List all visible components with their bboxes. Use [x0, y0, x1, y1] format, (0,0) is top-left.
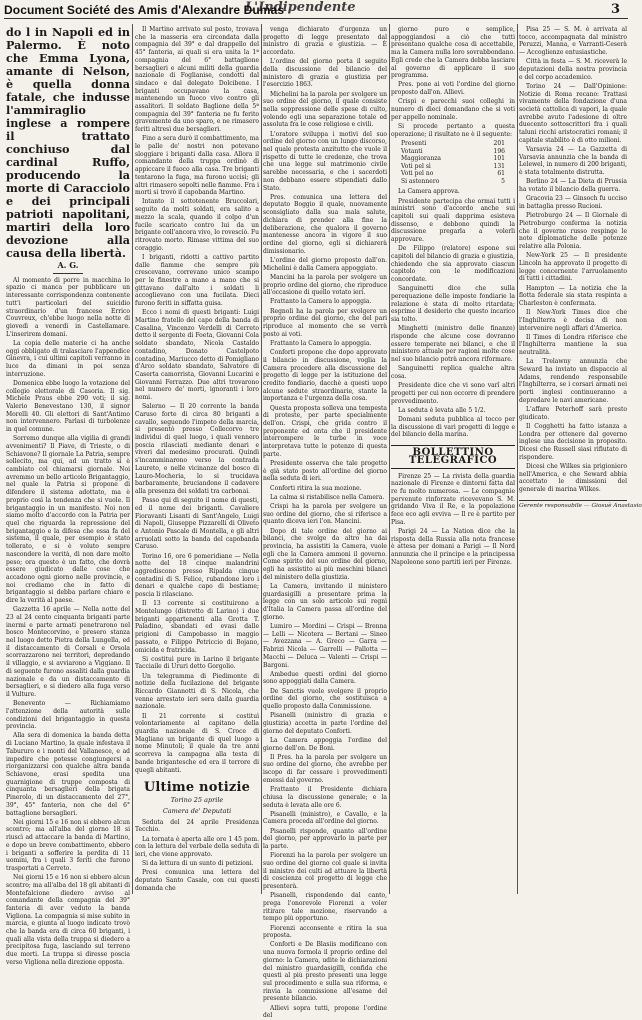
paragraph: Hampton — La notizia che la flotta federale sia stata respinta a Charleston è confermata.	[519, 284, 627, 307]
paragraph: L'ordine del giorno porta il seguito della discussione del bilancio del ministero di grazia e giustizia per l'esercizio 1863.	[263, 58, 387, 89]
section-title: Ultime notizie	[143, 780, 251, 796]
vote-row	[391, 140, 515, 148]
column-1	[6, 25, 131, 966]
paragraph: Nei giorni 15 e 16 non si ebbero alcun scontro; ma all'alba del 18 gli abitanti di Montefalcione diedero avviso al comandante della compagnia del 39° fanteria di aver veduto la banda Vigliona. La compagnia si mise subito in marcia, e giunta al luogo indicato trovò che la banda era di circa 60 briganti, i quali alla vista della truppa si diedero a precipitosa fuga, lasciando sul terreno due morti. La truppa si diresse poscia verso Vigliona nella direzione opposta.	[6, 874, 131, 966]
paragraph: Sanguinetti dice che sulla perequazione delle imposte fondiarie la relazione è stata di molto ritardata; esprime il desiderio che questo incarico sia tolto.	[391, 285, 515, 324]
vote-row	[391, 163, 515, 171]
paragraph: La copia delle materie ci ha anche oggi obbligato di tralasciare l'appendice Ginevra, i cui ultimi capitoli verranno in luce da dimani in poi senza interruzione.	[6, 339, 130, 378]
paragraph: Sanguinetti replica qualche altra cosa.	[391, 365, 515, 381]
header-rule	[4, 18, 628, 19]
paragraph: Conforti ritira la sua mozione.	[270, 484, 362, 492]
paragraph: Passo qui di seguito il nome di questi, ed il nome dei briganti. Cavaliere Fioravanti Lisanti di Sant'Angelo, Luigi di Napoli, Giuseppe Pizzarelli di Oliveto e Antonio Pascale di Montella, e gli altri arruolati sotto la banda del capobanda Caruso.	[135, 497, 259, 551]
paragraph: Mancini ha la parola per svolgere un proprio ordine del giorno, che riproduce all'occasione di quello votato ieri.	[263, 273, 387, 297]
paragraph: Il Pres. ha la parola per svolgere un suo ordine del giorno, che avrebbe per iscopo di far cessare i provvedimenti emessi dal governo.	[263, 753, 387, 784]
column-5	[519, 26, 642, 892]
vote-label: Voti pel no	[401, 170, 434, 178]
vote-results-table	[391, 140, 515, 185]
paragraph: Dicesi che Wilkes sia prigioniero nell'America, e che Seward abbia accettato le dimissioni del generale di marina Wilkes.	[519, 462, 627, 494]
paragraph: Domani seduta pubblica al tocco per la discussione di vari progetti di legge e del bilancio della marina.	[391, 416, 515, 439]
paragraph: Firenze 25 — La rivista della guardia nazionale di Firenze e dintorni fatta dal re fu molto numerosa. — Le compagnie pervenute rinforzate ricevevano S. M. gridando Viva il Re, e la popolazione fece eco agli evviva — Il re è partito per Pisa.	[391, 472, 515, 526]
masthead: L'Indipendente	[245, 0, 356, 15]
vote-value: 5	[501, 177, 505, 185]
divider	[53, 273, 83, 274]
paragraph: Presidente partecipa che ormai tutti i ministri sono d'accordo anche sui capitoli sui quali dapprima esisteva dissenso, e debbono quindi la discussione pregarla a volerli approvare.	[391, 197, 515, 244]
vote-value: 131	[493, 162, 505, 170]
vote-row	[391, 155, 515, 163]
paragraph: Crispi e parecchi suoi colleghi in numero di dieci domandano che si voti per appello nominale.	[391, 98, 515, 121]
paragraph: Pisa 25 — S. M. è arrivata al tocco, accompagnata dal ministro Peruzzi, Manna, e Varranti-Ceserà — Accoglienze entusiastiche.	[519, 26, 627, 57]
vote-value: 101	[493, 155, 505, 163]
paragraph: Michelini ha la parola per svolgere un suo ordine del giorno, il quale consiste nella soppressione delle spese di culto, volendo egli una separazione totale ed assoluta fra le cose religiose e civili.	[263, 90, 387, 129]
paragraph: Ambedue questi ordini del giorno sono appoggiati dalla Camera.	[263, 670, 387, 686]
paragraph: Gracovia 23 — Ginsoch fu ucciso in battaglia presso Rucioni.	[519, 195, 627, 210]
paragraph: Presidente osserva che tale progetto è già stato posto all'ordine del giorno nella seduta di ieri.	[263, 459, 387, 483]
vote-label: Si astennero	[401, 177, 440, 185]
vote-label: Voti pel sì	[401, 162, 431, 170]
paragraph: De Filippo (relatore) espone sui capitoli del bilancio di grazia e giustizia, chiedendo che sia approvato ciascun capitolo con le modificazioni concordate.	[391, 245, 515, 284]
paragraph: Conforti propone che dopo approvato il bilancio in discussione, voglia la Camera procedere alla discussione del progetto di legge per la istituzione del credito fondiario, dacchè a questi uopo alcune sedute straordinarie, stante la importanza e l'urgenza della cosa.	[263, 349, 387, 403]
paragraph: Pres. pone ai voti l'ordine del giorno proposto dall'on. Allievi.	[391, 81, 515, 97]
paragraph: Frattanto la Camera lo appoggia.	[270, 298, 372, 306]
lead-paragraph: do l in Napoli ed in Palermo. È noto che Emma Lyona, amante di Nelson, è quella donna fatale, che indusse l'ammiraglio inglese a rompere il trattato conchiuso dal cardinal Ruffo, producendo la morte di Caracciolo e dei principali patrioti napolitani, martiri della loro devozione alla causa della libertà.	[6, 25, 130, 260]
paragraph: Minghetti (ministro delle finanze) risponde che alcune cose dovranno essere temperate nei bilanci, e che il ministero attuale per ragioni molte cose nel suo bilancio potrà ancora riformare.	[391, 325, 515, 364]
paragraph: Si costituì pure in Larino il brigante Tacciaile di Ururi detto Gorgolio.	[135, 655, 259, 671]
paragraph: New-York 25 — Il presidente Lincoln ha approvato il progetto di legge concernente l'arruolamento di tutti i cittadini.	[519, 252, 627, 283]
paragraph: Lumiro — Mordini — Crispi — Brenna — Lelli — Nicotera — Bertani — Sineo — Avezzana — A. Greco — Garra — Fabrizi Nicola — Garrelli — Pallotta — Macchi — Deluca — Valenti — Crispi — Bargoni.	[263, 623, 387, 669]
paragraph: La seduta è levata alle 5 1/2.	[398, 406, 486, 414]
paragraph: Pisanelli, rispondendo dal canto, prega l'onorevole Fiorenzi a voler ritirare tale mozione, riservando a tempo più opportuno.	[263, 892, 387, 923]
paragraph: L'oratore sviluppa i motivi del suo ordine del giorno con un lungo discorso, nel quale protesta anzitutto che vuole il rispetto di tutte le credenze, che trova che una legge sul matrimonio civile sarebbe necessaria, e che i sacerdoti non debbano essere stipendiati dallo Stato.	[263, 130, 387, 192]
paragraph: Il Cogghetti ha fatto istanza a Londra per ottenere dal governo inglese una decisione in proposito. Dicesi che Russell siasi rifiutato di rispondere.	[519, 422, 627, 461]
vote-row	[391, 170, 515, 178]
column-separator	[389, 24, 390, 894]
paragraph: Benevento — Richiamiamo l'attenzione della autorità sulle condizioni del brigantaggio in questa provincia.	[6, 700, 130, 731]
paragraph: Ecco i nomi di questi briganti: Luigi Martino fratello del capo della banda di Casalina, Vincenzo Verdelli di Cerreto detto il sergente di Foeta, Giovanni Cola soldato sbandato, Nicola Castaldo contadino, Donato Castelpoto contadino, Mariucco detto di Pomigliano d'Arco soldato sbandato, Salvatore di Caserta camorrista, Giovanni Lucarini e Giovanni Ferrazzo. Due altri trovarono nel numero de' morti, ignoranti i loro nomi.	[135, 309, 259, 402]
paragraph: Allievi sopra tutti, propone l'ordine del	[263, 1004, 387, 1020]
paragraph: Pisanelli (ministro), e Cavallo, e la Camera proceda all'ordine del giorno.	[263, 810, 387, 826]
paragraph: Salerno — Il 20 corrente la banda Caruso forte di circa 80 briganti a cavallo, seguendo l'impeto della marcia, si presentò presso Collecorvo tre individui di quel luogo, i quali vennero poscia rilasciati mediante denari e viveri dal medesimo procurati. Quindi s'incamminarono verso la contrada Laureto, e nelle vicinanze del bosco di Lauro-Mocheria, lo si trucidava barbaramente, bruciandone il cadavere alla presenza dei soldati tra carbonai.	[135, 403, 259, 495]
paragraph: I briganti, ridotti a cattivo partito dalle fiamme che sempre più crescevano, correvano unico scampo per le finestre a mano a mano che si gittavano dall'alto i soldati li accoglievano con una fucilata. Dieci furono feriti in siffatta guisa.	[135, 253, 259, 308]
paragraph: Crispi ha la parola per svolgere un suo ordine del giorno, che si riferisce a quanto diceva ieri l'on. Mancini.	[263, 502, 387, 526]
paragraph: Pietroburgo 24 — Il Giornale di Pietroburgo conferma la notizia che il governo russo respinge le note diplomatiche delle potenze relative alla Polonia.	[519, 212, 627, 250]
column-separator	[132, 24, 133, 894]
footer-signature: Gerente responsabile — Giosuè Anastasio	[519, 500, 627, 511]
paragraph: Fiorenzi ha la parola per svolgere un suo ordine del giorno col quale si invita il ministro dei culti ad attuare la libertà di coscienza col progetto di legge che presenterà.	[263, 852, 387, 891]
paragraph: Sorremo dunque alla vigilia di grandi avvenimenti? Il Piave, di Trieste, o di Schiavone? Il giornale La Patria, sempre sollecito, ma qui, ad un tratto si è cambiato col chiamarsi giornale. Noi avremmo un bello articolo Brigantaggio, nel quale la Patria si propone di difendere il sistema adottato, ma è proprio così la tendenza che si vuole. Il brigantaggio in un manifesto. Noi non siamo molto d'accordo con la Patria per quel che riguarda la repressione del brigantaggio e la difesa che essa fa del sistema, il quale, per esempio è stato tollerato, e si è voluto sempre nascondere la verità, di non dare molto peso; ora questo è un fatto, che dovrà essere giudicato dalle cose che accadono ogni giorno nelle provincie, e noi crediamo che in fatto di brigantaggio si debba parlare chiaro e dire la verità al paese.	[6, 435, 130, 605]
watermark: Document Société des Amis d'Alexandre Dumas	[4, 3, 285, 17]
paragraph: Città in festa — S. M. riceverà le deputazioni della nostra provincia e del corpo accademico.	[519, 58, 627, 81]
vote-value: 61	[497, 170, 505, 178]
subheading: Camera de' Deputati	[162, 807, 232, 815]
paragraph: Questa proposta solleva una tempesta di proteste, per parte specialmente dell'on. Crispi, che grida contro il proponente ed onta che il presidente interrompere le turbe in voce interpretava tutte le potenze di questa parte.	[263, 404, 387, 458]
paragraph: Fiorenzi acconsente e ritira la sua proposta.	[263, 924, 387, 940]
paragraph: La tornata è aperta alle ore 1 45 pom. con la lettura del verbale della seduta di ieri, che viene approvato.	[135, 835, 259, 859]
paragraph: Si da lettura di un sunto di petizioni.	[142, 860, 254, 868]
paragraph: L'affare Peterhoff sarà presto giudicato.	[519, 406, 627, 421]
paragraph: La Camera appoggia l'ordine del giorno dell'on. De Boni.	[263, 736, 387, 752]
paragraph: giorno puro e semplice, appoggiandosi a ciò che tutti presentano qualche cosa di accettabile, ma la Camera nulla loro sovrabbondano. Egli crede che la Camera debba lasciare al governo di applicare il suo programma.	[391, 26, 515, 80]
vote-result: La Camera approva.	[398, 188, 460, 196]
paragraph: Il New-York Times dice che l'Inghilterra è decisa di non intervenire negli affari d'America.	[519, 309, 627, 332]
paragraph: Si procede pertanto a questa operazione; il risultato ne è il seguente:	[391, 122, 515, 138]
paragraph: Conforti e De Blasiis modificano con una nuova formola il proprio ordine del giorno: la Camera, udite le dichiarazioni del ministro guardasigilli, confida che questi al più presto presenti una legge sul procedimento e sulla sua riforma, e rinvia la commissione all'esame del presente bilancio.	[263, 941, 387, 1003]
paragraph: Un telegramma di Piedimonte di notizie della fucilazione del brigante Riccardo Giannotti di S. Nicola, che venne arrestato ieri sera dalla guardia nazionale.	[135, 672, 259, 711]
paragraph: De Sanctis vuole svolgere il proprio ordine del giorno, che sostituisca a quello proposto dalla Commissione.	[263, 687, 387, 711]
paragraph: Parigi 24 — La Nation dice che la risposta della Russia alla nota francese è attesa per domani a Parigi — Il Nord annunzia che il principe e la principessa Napoleone sono partiti ieri per Firenze.	[391, 527, 515, 566]
paragraph: venga dichiarato d'urgenza un progetto di legge presentato dal ministro di grazia e giustizia. — È accordato.	[263, 26, 387, 57]
paragraph: Frattanto il Presidente dichiara chiusa la discussione generale; e la seduta è levata alle ore 6.	[263, 786, 387, 809]
paragraph: L'ordine del giorno proposto dall'on. Michelini è dalla Camera appoggiato.	[263, 256, 387, 272]
vote-label: Presenti	[401, 140, 427, 148]
paragraph: Intanto il sottotenente Bruccolari, seguito da molti soldati, era salito a mezzo la scala, quando il colpo d'un fucile scaricato contro lui da un brigante coll'ancora vivo, lo rovesciò. Fu ritrovato morto. Rimase vittima del suo coraggio.	[135, 198, 259, 252]
paragraph: Torino 24 — Dall'Opinione: Notizie di Roma recano: Trattasi vivamente della fondazione d'una società cattolica di vapori, la quale avrebbe avuto l'adesione di oltre duecento sottoscrittori fra i quali taluni ricchi aristocratici romani; il capitale stabilito è di otto milioni.	[519, 82, 627, 144]
vote-row	[391, 178, 515, 186]
paragraph: Domenica ebbe luogo la votazione del collegio elettorale di Casoria. Il sig. Michele Praus ebbe 290 voti; il sig. Valerio Benevestano 130, il signor Morelli 40. Gli elettori di Sant'Antimo non intervennero. Parlasi di turbolenze in quel comune.	[6, 379, 130, 434]
paragraph: Frattanto la Camera lo appoggia.	[270, 339, 372, 347]
paragraph: Dopo di tale ordine del giorno ai bilanci, che svolge da altro ha dai provincia, ha assistiti la Camera, vuole egli che la Camera ammoni il governo. Come spirito del suo ordine del giorno, egli ha assistito ai più meschini bilanci del ministero della giustizia.	[263, 527, 387, 581]
column-separator	[517, 24, 518, 894]
vote-value: 201	[493, 140, 505, 148]
vote-value: 196	[493, 147, 505, 155]
paragraph: Torino 16, ore 6 pomeridiane — Nella notte del 18 cinque malandrini aggrediscono presso Ripalda cinque contadini di S. Felice, rubandone loro i denari e qualche capo di bestiame; poscia li rilasciano.	[135, 552, 259, 599]
signature: A. G.	[57, 260, 79, 270]
column-4	[391, 26, 515, 892]
paragraph: La calma si ristabilisce nella Camera.	[270, 493, 385, 501]
paragraph: Presidente dice che vi sono varî altri progetti per cui non occorre di prendere provvedimento.	[391, 382, 515, 405]
column-2	[135, 26, 259, 892]
vote-label: Votanti	[401, 147, 423, 155]
vote-row	[391, 148, 515, 156]
paragraph: Regnoli ha la parola per svolgere un proprio ordine del giorno, che del pari riproduce al momento che se verrà posto ai voti.	[263, 307, 387, 338]
paragraph: Presi comunica una lettera del deputato Santo Casale, con cui questi domanda che	[135, 869, 259, 892]
paragraph: Al momento di porre in macchina lo spazio ci manca per pubblicare un interessante corrispondenza contenente tutt'i particolari del suicidio straordinario d'un francese Errico Couvreux, ch'ebbe luogo nella notte di giovedì a venerdì in Castellamare. L'inserirem domani.	[6, 276, 130, 338]
paragraph: La Camera, invitando il ministero guardasigilli a presentare prima la legge con un solo articolo sui regnì d'Italia la Camera passa all'ordine del giorno.	[263, 583, 387, 621]
paragraph: Il Martino arrivato sul posto, trovava che la masseria era circondata dalla compagnia del 39° e dal drappello del 45° fanteria, ai quali si era unita la 1ª compagnia del 6° battaglione bersaglieri e alcuni militi della guardia nazionale di Foglianise, condotti dal sindaco e dal delegato Dolcibene. I briganti occupavano la casa, mantenendo un fuoco vivo contro gli assalitori. Il soldato Baglione della 5ª compagnia del 39° fanteria ne fu ferito gravemente da uno sparo, e ne rimasero feriti altresì due bersaglieri.	[135, 26, 259, 134]
bulletin-title: BOLLETTINO TELEGRAFICO	[391, 445, 515, 468]
paragraph: Pres. comunica una lettera del deputato Boggio il quale, nuovamente sconsigliato dalla sua mala salute, dichiara di prender alla fine la deliberazione, che qualora il governo mantenesse ancora in vigore il suo ordine del giorno, egli si dichiarerà dimissionario.	[263, 193, 387, 255]
paragraph: Varsavia 24 — La Gazzetta di Varsavia annunzia che la banda di Lelewel, in numero di 200 briganti, è stata totalmente distrutta.	[519, 146, 627, 177]
paragraph: Fino a sera durò il combattimento, ma le palle de' nostri non potevano sloggiare i briganti dalla casa. Allora il comandante della truppa ordinò di appiccare il fuoco alla casa. Tre briganti tentarono la fuga, ma furono uccisi; gli altri rimasero sepolti nelle fiamme. Fra i morti si trovò il capobanda Martino.	[135, 135, 259, 197]
dateline: Torino 25 aprile	[170, 796, 224, 805]
paragraph: Seduta del 24 aprile Presidenza Tecchio.	[135, 818, 259, 834]
paragraph: Alla sera di domenica la banda detta di Luciano Martino, la quale infestava il Tabururo e i monti del Vallanesce, e ad impedire che potesse congiungersi a riorganizzarsi con qualche altra banda Schiavone, erasi spedita una guarnigione di truppe composta di cinquanta bersaglieri della brigata Pinerolo, di un distaccamento del 27°, 39°, 45° fanteria, non che del 6° battaglione bersaglieri.	[6, 732, 130, 817]
paragraph: Pisanelli (ministro di grazia e giustizia) accetta in parte l'ordine del giorno del deputato Conforti.	[263, 712, 387, 735]
paragraph: Il 21 corrente si costituì volontariamente al capitano della guardia nazionale di S. Croce di Magliano un brigante di quel luogo a nome Minutoli; il quale da tre anni scorreva la campagna alla testa di bande brigantesche ed era il terrore di quegli abitanti.	[135, 712, 259, 774]
paragraph: Pisanelli risponde, quanto all'ordine del giorno, per approvarlo in parte per la parte.	[263, 827, 387, 851]
paragraph: Nei giorni 15 e 16 non si ebbero alcun scontro; ma all'alba del giorno 18 si riuscì ad attaccare la banda di Martino, e dopo un breve combattimento, ebbero i briganti a sofferire la perdita di 11 uomini, fra i quali 3 feriti che furono trasportati a Cerreto.	[6, 818, 131, 872]
paragraph: Gazzetta 16 aprile — Nella notte del 23 al 24 cento cinquanta briganti parte inermi e parte armati penetrarono nel bosco Montecorvino, e presero stanza nel luogo detto Pietra della Lungella, ed il distaccamento di Corsali e Orsola scorrazzarono nei territori, depredando il villaggio, e si avviarono a Viggiano. Il di seguente furono assaliti dalla guardia nazionale e da un distaccamento di bersaglieri, e si diedero alla fuga verso il Vulture.	[6, 606, 130, 698]
paragraph: Il 13 corrente si costituirono a Montelungo (distretto di Larino) i due briganti appartenenti alla Grotta T. Paladino, sbandati ed evasi dalle prigioni di Campobasso in maggio passato, e Filippo Petriccio di Bojano, omicida e fratricida.	[135, 600, 259, 654]
paragraph: La Trelawny annunzia che Seward ha inviato un dispaccio al Adams, rendendo responsabile l'Inghilterra, se i corsari armati nei porti inglesi continueranno a depredare le navi americane.	[519, 358, 627, 404]
vote-label: Maggioranza	[401, 155, 441, 163]
paragraph: Il Times di Londra riferisce che l'Inghilterra mantiene la sua neutralità.	[519, 333, 627, 357]
page-number: 3	[610, 2, 620, 17]
paragraph: Berlino 24 — La Dieta di Prussia ha votato il bilancio della guerra.	[519, 178, 627, 194]
column-3	[263, 26, 387, 1020]
column-separator	[261, 24, 262, 894]
